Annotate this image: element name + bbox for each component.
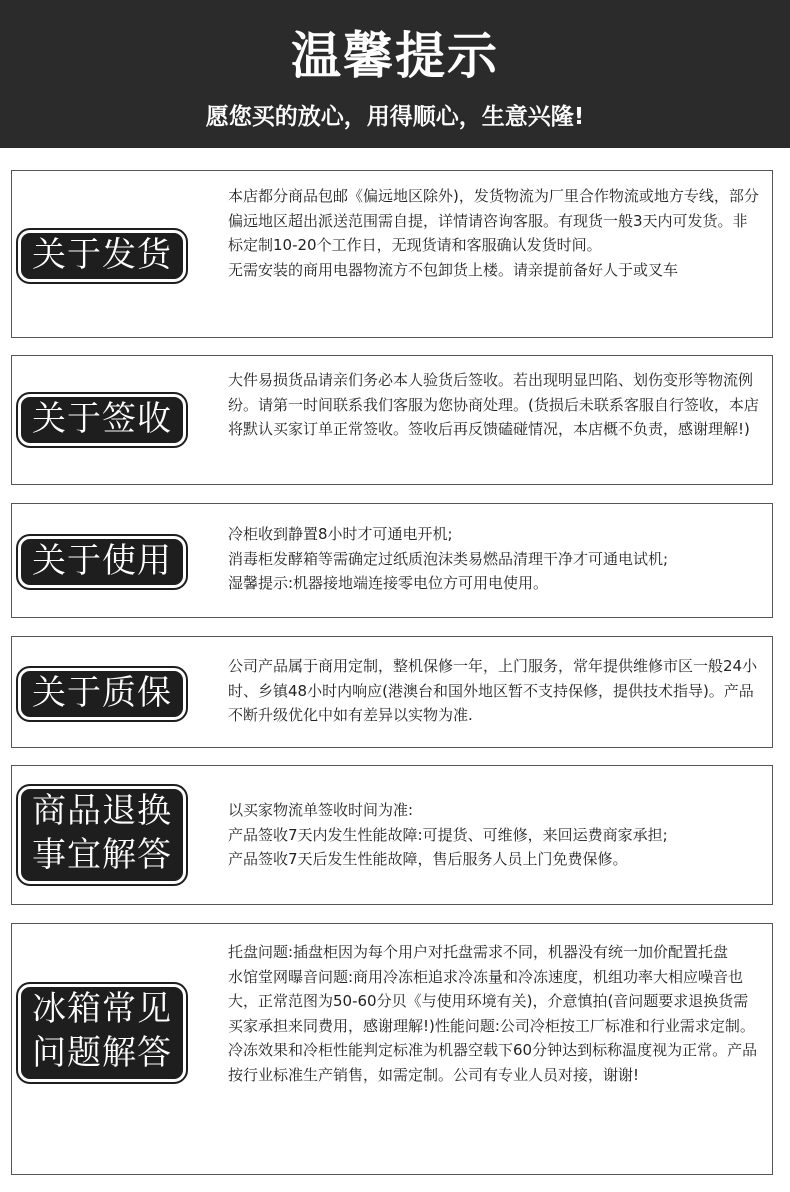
section-label-line: 事宜解答 <box>32 835 172 875</box>
section-paragraph: 产品签收7天后发生性能故障，售后服务人员上门免费保修。 <box>228 850 628 868</box>
section-content <box>228 940 760 1087</box>
section-content <box>228 368 760 442</box>
section-paragraph: 水馆堂网曝音问题:商用冷冻柜追求冷冻量和冷冻速度，机组功率大相应噪音也大，正常范图为50-60分贝《与使用环境有关)，介意慎拍(音问题要求退换货需买家承担来同费用，感谢理解!)性能问题:公司冷柜按工厂标准和行业需求定制。冷冻效果和冷柜性能判定标准为机器空载下60分钟达到标称温度视为正常。产品按行业标准生产销售，如需定制。公司有专业人员对接，谢谢! <box>228 967 758 1084</box>
section-paragraph: 消毒柜发酵箱等需确定过纸质泡沫类易燃品清理干净才可通电试机; <box>228 549 669 568</box>
section-content <box>228 184 760 282</box>
page-title: 温馨提示 <box>291 27 499 85</box>
section-paragraph: 产品签收7天内发生性能故障:可提货、可维修，来回运费商家承担; <box>228 825 668 844</box>
section-returns <box>11 765 773 905</box>
section-label-badge <box>18 230 186 282</box>
section-label: 关于质保 <box>32 673 172 713</box>
section-paragraph: 公司产品属于商用定制，整机保修一年，上门服务，常年提供维修市区一般24小时、乡镇48小时内响应(港澳台和国外地区暂不支持保修，提供技术指导)。产品不断升级优化中如有差异以实物为准. <box>228 657 758 724</box>
section-label-line: 冰箱常见 <box>32 989 172 1029</box>
section-paragraph: 托盘问题:插盘柜因为每个用户对托盘需求不同，机器没有统一加价配置托盘 <box>228 943 729 961</box>
section-paragraph: 大件易损货品请亲们务必本人验货后签收。若出现明显凹陷、划伤变形等物流例纷。请第一时间联系我们客服为您协商处理。(货损后未联系客服自行签收，本店将默认买家订单正常签收。签收后再反馈磕碰情况，本店概不负责，感谢理解!) <box>228 371 759 438</box>
section-paragraph: 湿馨提示:机器接地端连接零电位方可用电使用。 <box>228 574 549 592</box>
section-label-line: 问题解答 <box>32 1033 172 1073</box>
section-label-badge <box>18 984 186 1082</box>
section-content <box>228 798 760 872</box>
section-label-badge <box>18 786 186 884</box>
section-paragraph: 本店都分商品包邮《偏远地区除外)，发货物流为厂里合作物流或地方专线，部分偏远地区超出派送范围需自提，详情请咨询客服。有现货一般3天内可发货。非标定制10-20个工作日，无现货请和客服确认发货时间。 <box>228 187 759 254</box>
section-shipping <box>11 170 773 338</box>
header-banner <box>0 0 790 148</box>
page-subtitle: 愿您买的放心，用得顺心，生意兴隆! <box>205 104 585 130</box>
section-label-badge <box>18 668 186 720</box>
section-label: 关于使用 <box>32 541 172 581</box>
section-fridge-faq <box>11 923 773 1175</box>
section-paragraph: 冷柜收到静置8小时才可通电开机; <box>228 525 453 543</box>
section-warranty <box>11 636 773 748</box>
section-content <box>228 654 760 728</box>
section-paragraph: 无需安装的商用电器物流方不包卸货上楼。请亲提前备好人于或叉车 <box>228 260 679 279</box>
section-label-badge <box>18 536 186 588</box>
section-usage <box>11 503 773 618</box>
section-receipt <box>11 355 773 485</box>
section-label: 关于签收 <box>32 399 172 439</box>
section-label: 关于发货 <box>32 235 172 275</box>
section-paragraph: 以买家物流单签收时间为准: <box>228 801 414 819</box>
section-label-line: 商品退换 <box>32 791 172 831</box>
section-content <box>228 522 760 596</box>
section-label-badge <box>18 394 186 446</box>
